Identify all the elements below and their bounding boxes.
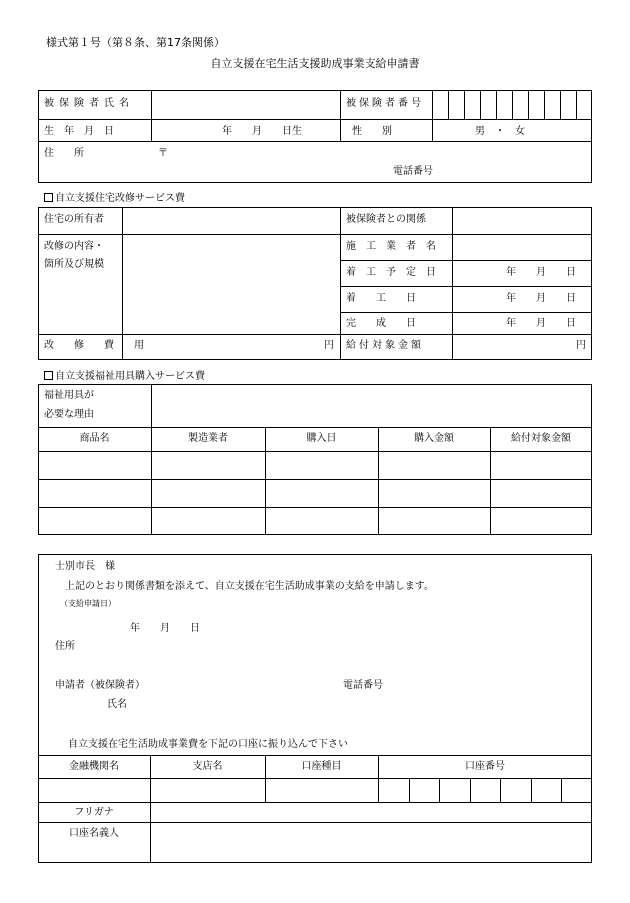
address-label: 住 所 [44, 148, 84, 159]
form-number: 様式第１号（第８条、第17条関係） [46, 36, 225, 49]
planned-start-label: 着 工 予 定 日 [346, 267, 436, 278]
col-product-name: 商品名 [79, 433, 110, 444]
completion-date[interactable]: 年 月 日 [506, 318, 576, 329]
postal-mark: 〒 [158, 148, 168, 159]
transfer-note: 自立支援在宅生活助成事業費を下記の口座に振り込んで下さい [68, 739, 348, 750]
contractor-label: 施 工 業 者 名 [346, 241, 436, 252]
cost-label: 改 修 費 用 [44, 340, 149, 351]
application-date-label: （支給申請日） [60, 599, 116, 608]
birth-date-field[interactable]: 年 月 日生 [222, 126, 302, 137]
page-title: 自立支援在宅生活支援助成事業支給申請書 [210, 57, 420, 70]
start-label: 着 工 日 [346, 293, 416, 304]
col-purchase-date: 購入日 [306, 433, 337, 444]
applicant-label: 申請者（被保険者） [55, 680, 145, 691]
sex-label: 性 別 [352, 126, 392, 137]
application-statement: 上記のとおり関係書類を添えて、自立支援在宅生活助成事業の支給を申請します。 [65, 581, 434, 592]
planned-start-date[interactable]: 年 月 日 [506, 267, 576, 278]
application-date[interactable]: 年 月 日 [130, 623, 200, 634]
content-label-1: 改修の内容・ [44, 241, 104, 252]
welfare-table [38, 384, 592, 535]
phone-label: 電話番号 [393, 166, 433, 177]
welfare-section-title: 自立支援福祉用具購入サービス費 [44, 371, 205, 382]
applicant-phone-label: 電話番号 [343, 680, 383, 691]
applicant-address-label: 住所 [55, 641, 75, 652]
applicant-name-label: 氏名 [107, 699, 127, 710]
housing-section-title: 自立支援住宅改修サービス費 [44, 193, 185, 204]
furigana-label: フリガナ [74, 807, 114, 818]
checkbox-icon[interactable] [44, 371, 53, 380]
completion-label: 完 成 日 [346, 318, 416, 329]
col-eligible-amount: 給付対象金額 [511, 433, 571, 444]
cost-yen: 円 [324, 340, 334, 351]
content-label-2: 箇所及び規模 [44, 259, 104, 270]
sex-options[interactable]: 男 ・ 女 [475, 126, 525, 137]
col-purchase-amount: 購入金額 [414, 433, 454, 444]
relation-label: 被保険者との関係 [346, 214, 426, 225]
insured-number-label: 被保険者番号 [346, 98, 424, 109]
reason-label-1: 福祉用具が [44, 390, 94, 401]
col-account-number: 口座番号 [465, 761, 505, 772]
col-manufacturer: 製造業者 [188, 433, 228, 444]
insured-name-label: 被保険者氏名 [44, 98, 134, 109]
col-account-type: 口座種目 [301, 761, 342, 772]
col-bank-name: 金融機関名 [69, 761, 119, 772]
col-branch-name: 支店名 [192, 761, 223, 772]
eligible-yen: 円 [576, 340, 586, 351]
account-holder-label: 口座名義人 [69, 828, 119, 839]
birth-date-label: 生 年 月 日 [44, 126, 114, 137]
eligible-amount-label: 給付対象金額 [346, 340, 424, 351]
addressee: 士別市長 様 [55, 561, 115, 572]
checkbox-icon[interactable] [44, 193, 53, 202]
owner-label: 住宅の所有者 [44, 214, 104, 225]
reason-label-2: 必要な理由 [44, 409, 94, 420]
start-date[interactable]: 年 月 日 [506, 293, 576, 304]
